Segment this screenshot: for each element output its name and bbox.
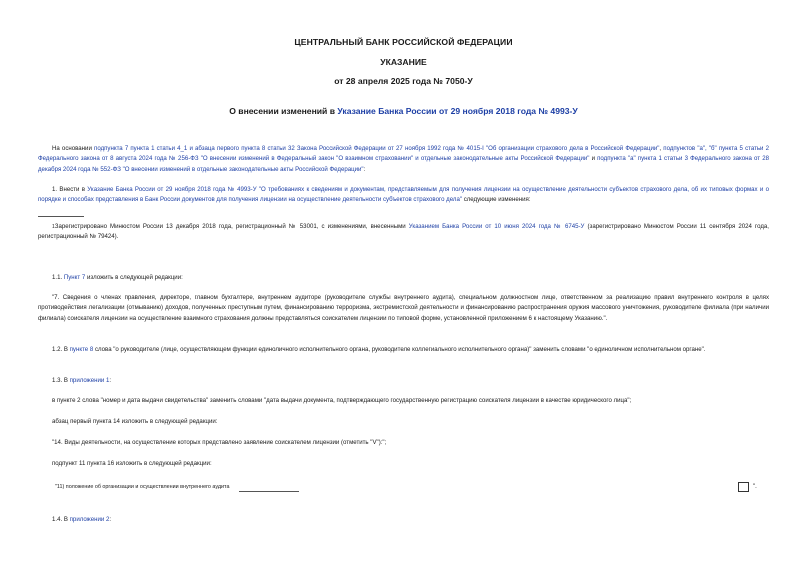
item-1-3-b: абзац первый пункта 14 изложить в следующей редакции: [52,418,218,425]
preamble-text-2: , [659,145,664,152]
footnote-marker: 1 [52,224,55,230]
doc-type: УКАЗАНИЕ [380,57,427,67]
item-1 [38,185,769,206]
doc-date: от 28 апреля 2025 года № 7050-У [334,76,473,86]
item-1-4-text-1: 1.4. В [52,516,70,523]
blank-line [239,484,299,492]
preamble-link-law-552[interactable]: подпункта "а" пункта 1 статьи 3 Федерального закона от 28 декабря 2024 года № 552-ФЗ "О внесении изменений в отдельные законодательные акты Российской Федерации" [38,155,770,173]
footnote-divider [38,216,84,217]
footnote-text-1: Зарегистрировано Минюстом России 13 декабря 2018 года, регистрационный № 53001, с изменениями, внесенными [54,223,409,230]
item-1-4-text-2: : [109,516,112,523]
item-1-3 [38,376,769,386]
item-1-2 [38,345,769,355]
preamble [38,144,769,175]
preamble-text-3: и [589,155,598,163]
item-1-3-e-text: "11) положение об организации и осуществлении внутреннего аудита [55,484,230,490]
preamble-link-law-256[interactable]: подпунктов "а", "б" пункта 5 статьи 2 Федерального закона от 8 августа 2024 года № 256-ФЗ "О внесении изменений в Федеральный закон "О взаимном страховании" и отдельные законодательные акты Российской Федерации" [38,145,769,163]
subject-link[interactable]: Указание Банка России от 29 ноября 2018 года № 4993-У [337,106,578,116]
item-1-2-link[interactable]: пункте 8 [69,346,94,353]
item-1-3-text-1: 1.3. В [52,377,70,384]
preamble-text-4: : [363,165,366,173]
preamble-link-law-4015[interactable]: подпункта 7 пункта 1 статьи 4_1 и абзаца первого пункта 8 статьи 32 Закона Российской Федерации от 27 ноября 1992 года № 4015-I "Об организации страхового дела в Российской Федерации" [94,145,660,152]
item-1-4-link[interactable]: приложении 2 [69,516,110,523]
item-1-1-text-1: 1.1. [52,274,64,281]
item-1-text-1: 1. Внести в [52,186,88,193]
item-1-3-link[interactable]: приложении 1 [69,377,110,384]
org-title: ЦЕНТРАЛЬНЫЙ БАНК РОССИЙСКОЙ ФЕДЕРАЦИИ [294,37,513,47]
checkbox-box[interactable] [738,482,749,492]
item-1-3-e [55,482,735,492]
item-1-1 [38,273,769,283]
doc-subject [0,106,807,116]
item-1-1-link[interactable]: Пункт 7 [63,274,86,281]
item-1-4 [38,515,769,525]
item-1-3-c: "14. Виды деятельности, на осуществление которых представлено заявление соискателем лицензии (отметить "V"):"; [52,439,387,446]
item-1-3-text-2: : [109,377,112,384]
item-1-link[interactable]: Указание Банка России от 29 ноября 2018 года № 4993-У "О требованиях к сведениям и документам, представляемым для получения лицензии на осуществление деятельности субъектов страхового дела, об их типовых формах и о порядке и способах представления в Банк России документов для получения лицензии на осуществление деятельности субъектов страхового дела" [38,186,769,204]
footnote-link[interactable]: Указанием Банка России от 10 июня 2024 года № 6745-У [408,223,585,230]
subject-prefix: О внесении изменений в [229,106,338,116]
item-1-2-text-2: слова "о руководителе (лице, осуществляющем функции единоличного исполнительного органа, руководителе коллегиального исполнительного органа)" заменить словами "о единоличном исполнительном органе". [93,346,706,353]
footnote-text-2: (зарегистрировано Минюстом России 11 сентября 2024 года, регистрационный № 79424). [38,223,769,241]
item-1-1-text-2: изложить в следующей редакции: [85,274,183,281]
footnote [38,222,769,243]
item-1-2-text-1: 1.2. В [52,346,70,353]
item-1-text-2: следующие изменения: [462,196,531,204]
item-1-3-e-end: ". [753,483,757,490]
item-1-3-d: подпункт 11 пункта 16 изложить в следующей редакции: [52,460,212,467]
preamble-text-1: На основании [52,145,95,152]
quote-point-7: "7. Сведения о членах правления, директоре, главном бухгалтере, внутреннем аудиторе (руководителе службы внутреннего аудита), специальном должностном лице, ответственном за реализацию правил внутреннего контроля в целях противодействия легализации (отмыванию) доходов, полученных преступным путем, финансированию терроризма, экстремистской деятельности и финансированию распространения оружия массового уничтожения, руководителе филиала (при наличии филиала) соискателя лицензии на осуществление взаимного страхования должны представляться соискателем лицензии по типовой форме, установленной приложением 6 к настоящему Указанию.". [38,294,769,322]
item-1-3-a: в пункте 2 слова "номер и дата выдачи свидетельства" заменить словами "дата выдачи документа, подтверждающего государственную регистрацию соискателя лицензии в качестве юридического лица"; [52,397,632,404]
